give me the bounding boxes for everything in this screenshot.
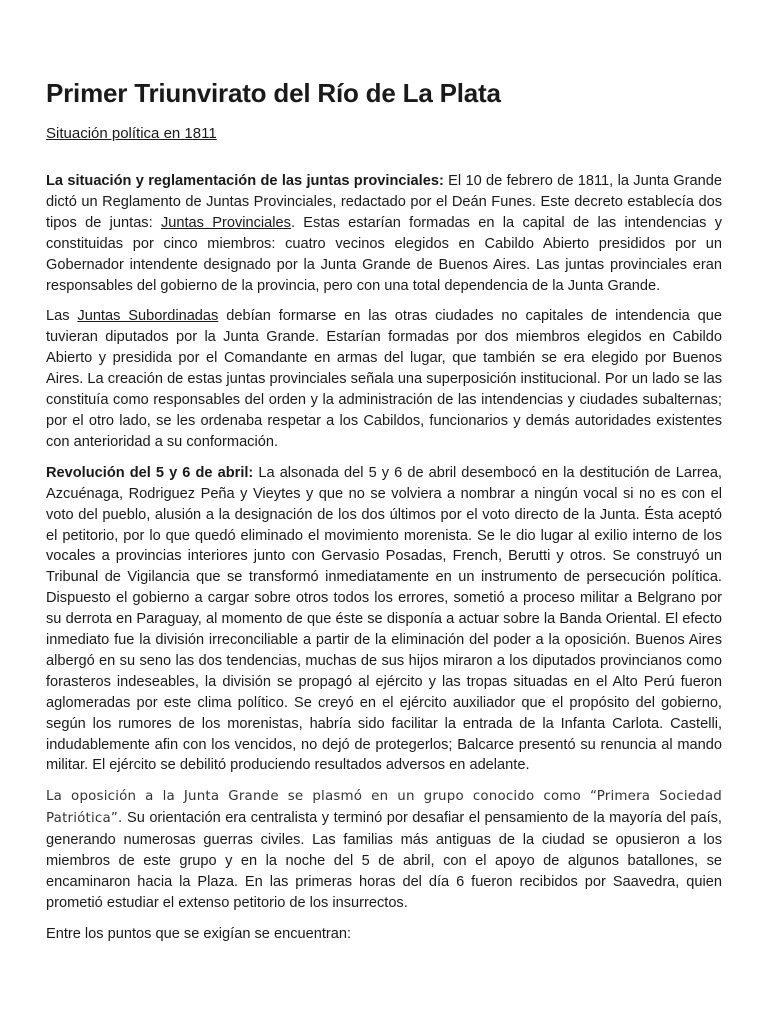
paragraph-juntas-provinciales <box>46 171 722 296</box>
paragraph-lead: La oposición a la Junta Grande se plasmó en un grupo conocido como “Primera Sociedad Patriótica”. <box>46 789 722 827</box>
section-subtitle: Situación política en 1811 <box>46 125 217 142</box>
paragraph-text: debían formarse en las otras ciudades no capitales de intendencia que tuvieran diputados por la Junta Grande. Estarían formadas por dos miembros elegidos en Cabildo Abierto y presidida por el Comandante en armas del lugar, que también se era elegido por Buenos Aires. La creación de estas juntas provinciales señala una superposición institucional. Por un lado se las constituía como responsables del orden y la administración de las intendencias y ciudades subalternas; por el otro lado, se les ordenaba respetar a los Cabildos, funcionarios y demás autoridades existentes con anterioridad a su conformación. <box>46 308 722 450</box>
paragraph-text: Las <box>46 308 78 325</box>
paragraph-text: . Estas estarían formadas en la capital de las intendencias y constituidas por cinco miembros: cuatro vecinos elegidos en Cabildo Abierto presididos por un Gobernador intendente designado por la Junta Grande de Buenos Aires. Las juntas provinciales eran responsables del gobierno de la provincia, pero con una total dependencia de la Junta Grande. <box>46 214 722 294</box>
paragraph-text: Su orientación era centralista y terminó por desafiar el pensamiento de la mayoría del país, generando numerosas guerras civiles. Las familias más antiguas de la ciudad se opusieron a los miembros de este grupo y en la noche del 5 de abril, con el apoyo de algunos batallones, se encaminaron hacia la Plaza. En las primeras horas del día 6 fueron recibidos por Saavedra, quien prometió estudiar el extenso petitorio de los insurrectos. <box>46 810 722 911</box>
paragraph-oposicion <box>46 786 722 913</box>
paragraph-heading: Revolución del 5 y 6 de abril: <box>46 464 254 481</box>
paragraph-puntos: Entre los puntos que se exigían se encuentran: <box>46 925 352 942</box>
paragraph-juntas-subordinadas <box>46 306 722 452</box>
document-page <box>46 76 722 945</box>
link-juntas-subordinadas[interactable]: Juntas Subordinadas <box>77 308 219 325</box>
link-juntas-provinciales[interactable]: Juntas Provinciales <box>160 214 291 231</box>
paragraph-heading: La situación y reglamentación de las juntas provinciales: <box>46 173 444 189</box>
page-title: Primer Triunvirato del Río de La Plata <box>46 78 501 108</box>
paragraph-text: La alsonada del 5 y 6 de abril desembocó en la destitución de Larrea, Azcuénaga, Rodriguez Peña y Vieytes y que no se volviera a nombrar a ningún vocal si no es con el voto del pueblo, alusión a la designación de los dos últimos por el voto directo de la Junta. Ésta aceptó el petitorio, por lo que quedó eliminado el movimiento morenista. Se le dio lugar al exilio interno de los vocales a provincias interiores junto con Gervasio Posadas, French, Berutti y otros. Se construyó un Tribunal de Vigilancia que se transformó inmediatamente en un instrumento de persecución política. Dispuesto el gobierno a cargar sobre otros todos los errores, sometió a proceso militar a Belgrano por su derrota en Paraguay, al momento de que éste se disponía a actuar sobre la Banda Oriental. El efecto inmediato fue la división irreconciliable a partir de la eliminación del poder a la oposición. Buenos Aires albergó en su seno las dos tendencias, muchas de sus hijos miraron a los diputados provincianos como forasteros indeseables, la división se propagó al ejército y las tropas situadas en el Alto Perú fueron aglomeradas por este clima político. Se creyó en el ejército auxiliador que el propósito del gobierno, según los rumores de los morenistas, habría sido facilitar la entrada de la Infanta Carlota. Castelli, indudablemente afin con los vencidos, no dejó de protegerlos; Balcarce presentó su renuncia al mando militar. El ejército se debilitó produciendo resultados adversos en adelante. <box>46 464 722 774</box>
paragraph-text: El 10 de febrero de 1811, la Junta Grande dictó un Reglamento de Juntas Provinciales, redactado por el Deán Funes. Este decreto establecía dos tipos de juntas: <box>46 173 723 231</box>
paragraph-revolucion-abril <box>46 463 722 777</box>
